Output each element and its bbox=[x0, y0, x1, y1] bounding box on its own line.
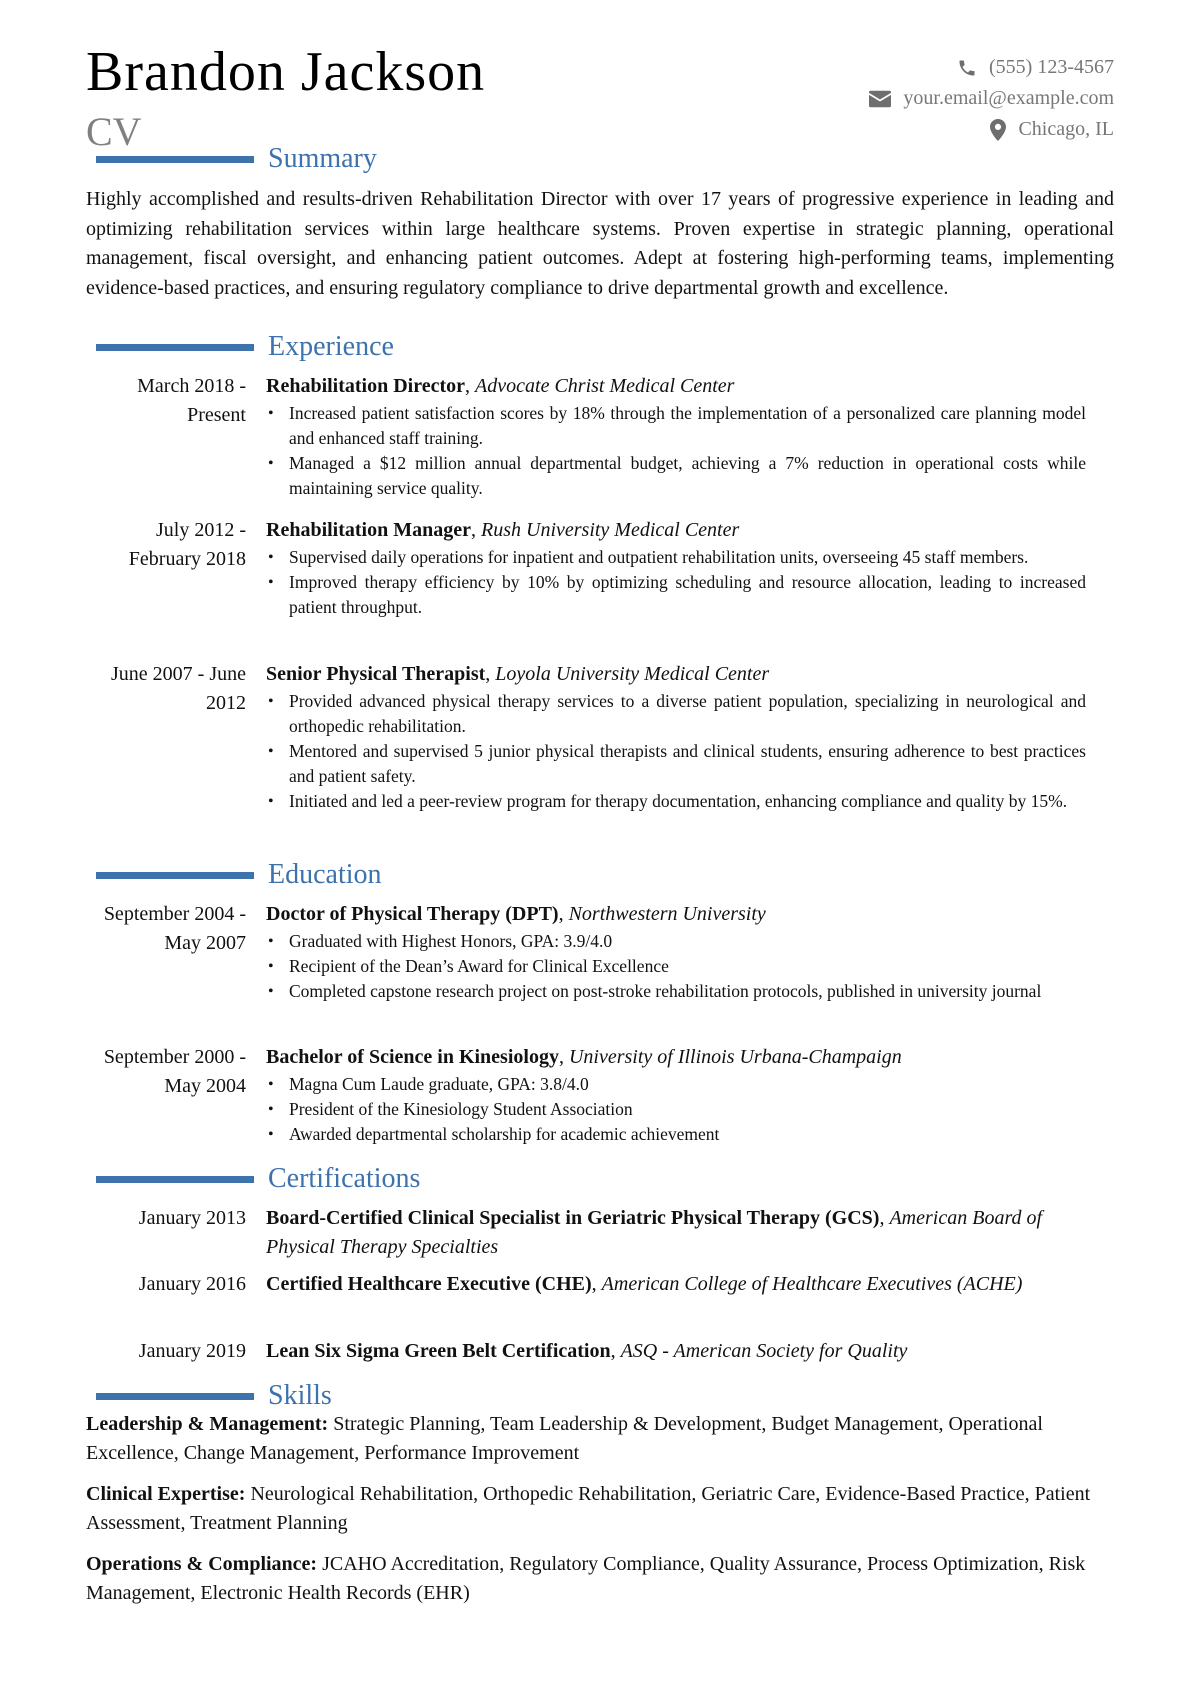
entry-title: Bachelor of Science in Kinesiology bbox=[266, 1046, 559, 1068]
section-accent-bar bbox=[96, 872, 254, 879]
location: Chicago, IL bbox=[1018, 118, 1114, 140]
entry-heading: Lean Six Sigma Green Belt Certification, ASQ - American Society for Quality bbox=[266, 1340, 908, 1362]
contact-block bbox=[869, 52, 1114, 145]
skill-group-label: Leadership & Management: bbox=[86, 1413, 329, 1435]
bullet-item: • Completed capstone research project on post-stroke rehabilitation protocols, published in university journal bbox=[289, 979, 1116, 1004]
entry-body bbox=[266, 1337, 1116, 1366]
entry-organization: ASQ - American Society for Quality bbox=[620, 1340, 908, 1362]
entry-title: Doctor of Physical Therapy (DPT) bbox=[266, 903, 559, 925]
contact-phone bbox=[869, 52, 1114, 83]
entry-heading: Board-Certified Clinical Specialist in Geriatric Physical Therapy (GCS), American Board of Physical Therapy Specialties bbox=[266, 1207, 1043, 1258]
entry-heading: Certified Healthcare Executive (CHE), American College of Healthcare Executives (ACHE) bbox=[266, 1273, 1023, 1295]
document-subtitle: CV bbox=[86, 109, 142, 154]
entry-date: March 2018 - Present bbox=[137, 375, 246, 426]
bullet-item: • Graduated with Highest Honors, GPA: 3.9/4.0 bbox=[289, 929, 1116, 954]
section-header-education bbox=[96, 859, 382, 891]
entry-heading: Bachelor of Science in Kinesiology, University of Illinois Urbana-Champaign bbox=[266, 1046, 902, 1068]
entry-organization: Rush University Medical Center bbox=[481, 519, 740, 541]
entry-organization: Loyola University Medical Center bbox=[495, 663, 770, 685]
bullet-item: • Managed a $12 million annual departmental budget, achieving a 7% reduction in operational costs while maintaining service quality. bbox=[289, 451, 1116, 501]
entry-title: Lean Six Sigma Green Belt Certification bbox=[266, 1340, 611, 1362]
section-header-summary bbox=[96, 143, 377, 175]
entry-heading: Doctor of Physical Therapy (DPT), Northwestern University bbox=[266, 903, 766, 925]
entry-title: Rehabilitation Director bbox=[266, 375, 466, 397]
entry-bullets bbox=[266, 545, 1116, 620]
envelope-icon bbox=[869, 90, 891, 108]
entry-date: September 2004 - May 2007 bbox=[103, 903, 246, 954]
entry-title: Senior Physical Therapist bbox=[266, 663, 486, 685]
entry-body bbox=[266, 372, 1116, 501]
section-header-certifications bbox=[96, 1163, 420, 1195]
entry-body bbox=[266, 1204, 1116, 1262]
entry-title: Board-Certified Clinical Specialist in Geriatric Physical Therapy (GCS) bbox=[266, 1207, 880, 1229]
contact-email bbox=[869, 83, 1114, 114]
section-title-experience: Experience bbox=[268, 331, 394, 362]
skill-group bbox=[86, 1550, 1114, 1608]
phone-number: (555) 123-4567 bbox=[989, 56, 1114, 78]
section-accent-bar bbox=[96, 344, 254, 351]
email-address[interactable]: your.email@example.com bbox=[903, 87, 1114, 109]
entry-heading: Senior Physical Therapist, Loyola University Medical Center bbox=[266, 663, 770, 685]
section-title-skills: Skills bbox=[268, 1380, 332, 1411]
skill-group-items: Strategic Planning, Team Leadership & Development, Budget Management, Operational Excellence, Change Management, Performance Improvement bbox=[86, 1413, 1043, 1464]
bullet-item: • President of the Kinesiology Student Association bbox=[289, 1097, 1116, 1122]
bullet-item: • Awarded departmental scholarship for academic achievement bbox=[289, 1122, 1116, 1147]
entry-date: June 2007 - June 2012 bbox=[111, 663, 246, 714]
entry-date: January 2016 bbox=[138, 1273, 246, 1295]
entry-body bbox=[266, 660, 1116, 814]
phone-icon bbox=[957, 58, 977, 78]
skill-group-items: Neurological Rehabilitation, Orthopedic Rehabilitation, Geriatric Care, Evidence-Based Practice, Patient Assessment, Treatment Planning bbox=[86, 1483, 1091, 1534]
entry-bullets bbox=[266, 1072, 1116, 1147]
entry-organization: American College of Healthcare Executives (ACHE) bbox=[601, 1273, 1023, 1295]
skill-group-items: JCAHO Accreditation, Regulatory Compliance, Quality Assurance, Process Optimization, Risk Management, Electronic Health Records (EHR) bbox=[86, 1553, 1086, 1604]
skill-group-label: Operations & Compliance: bbox=[86, 1553, 318, 1575]
bullet-item: • Initiated and led a peer-review program for therapy documentation, enhancing compliance and quality by 15%. bbox=[289, 789, 1116, 814]
contact-location bbox=[869, 114, 1114, 145]
section-accent-bar bbox=[96, 1176, 254, 1183]
section-title-education: Education bbox=[268, 859, 382, 890]
bullet-item: • Improved therapy efficiency by 10% by optimizing scheduling and resource allocation, leading to increased patient throughput. bbox=[289, 570, 1116, 620]
entry-bullets bbox=[266, 929, 1116, 1004]
skill-group bbox=[86, 1410, 1114, 1468]
bullet-item: • Provided advanced physical therapy services to a diverse patient population, specializing in neurological and orthopedic rehabilitation. bbox=[289, 689, 1116, 739]
entry-organization: American Board of Physical Therapy Specialties bbox=[266, 1207, 1043, 1258]
section-accent-bar bbox=[96, 1393, 254, 1400]
entry-body bbox=[266, 1043, 1116, 1147]
section-accent-bar bbox=[96, 156, 254, 163]
entry-date: January 2013 bbox=[138, 1207, 246, 1229]
entry-heading: Rehabilitation Manager, Rush University Medical Center bbox=[266, 519, 740, 541]
skills-list bbox=[86, 1410, 1114, 1616]
map-pin-icon bbox=[990, 119, 1006, 141]
bullet-item: • Magna Cum Laude graduate, GPA: 3.8/4.0 bbox=[289, 1072, 1116, 1097]
entry-organization: Northwestern University bbox=[568, 903, 766, 925]
skill-group-label: Clinical Expertise: bbox=[86, 1483, 246, 1505]
bullet-item: • Supervised daily operations for inpatient and outpatient rehabilitation units, overseeing 45 staff members. bbox=[289, 545, 1116, 570]
entry-date: July 2012 - February 2018 bbox=[128, 519, 246, 570]
summary-text: Highly accomplished and results-driven Rehabilitation Director with over 17 years of progressive experience in leading and optimizing rehabilitation services within large healthcare systems. Proven expertise in strategic planning, operational management, fiscal oversight, and enhancing patient outcomes. Adept at fostering high-performing teams, implementing evidence-based practices, and ensuring regulatory compliance to drive departmental growth and excellence. bbox=[86, 188, 1114, 299]
entry-date: January 2019 bbox=[138, 1340, 246, 1362]
entry-title: Rehabilitation Manager bbox=[266, 519, 471, 541]
section-title-summary: Summary bbox=[268, 143, 377, 174]
bullet-item: • Mentored and supervised 5 junior physical therapists and clinical students, ensuring adherence to best practices and patient safety. bbox=[289, 739, 1116, 789]
entry-organization: Advocate Christ Medical Center bbox=[475, 375, 735, 397]
entry-date: September 2000 - May 2004 bbox=[103, 1046, 246, 1097]
section-header-skills bbox=[96, 1380, 332, 1412]
entry-heading: Rehabilitation Director, Advocate Christ Medical Center bbox=[266, 375, 735, 397]
entry-body bbox=[266, 1270, 1116, 1299]
entry-bullets bbox=[266, 689, 1116, 814]
entry-body bbox=[266, 900, 1116, 1004]
entry-bullets bbox=[266, 401, 1116, 501]
entry-body bbox=[266, 516, 1116, 620]
bullet-item: • Increased patient satisfaction scores by 18% through the implementation of a personalized care planning model and enhanced staff training. bbox=[289, 401, 1116, 451]
entry-title: Certified Healthcare Executive (CHE) bbox=[266, 1273, 592, 1295]
bullet-item: • Recipient of the Dean’s Award for Clinical Excellence bbox=[289, 954, 1116, 979]
section-title-certifications: Certifications bbox=[268, 1163, 421, 1194]
entry-organization: University of Illinois Urbana-Champaign bbox=[568, 1046, 902, 1068]
skill-group bbox=[86, 1480, 1114, 1538]
candidate-name: Brandon Jackson bbox=[86, 41, 486, 103]
section-header-experience bbox=[96, 331, 394, 363]
